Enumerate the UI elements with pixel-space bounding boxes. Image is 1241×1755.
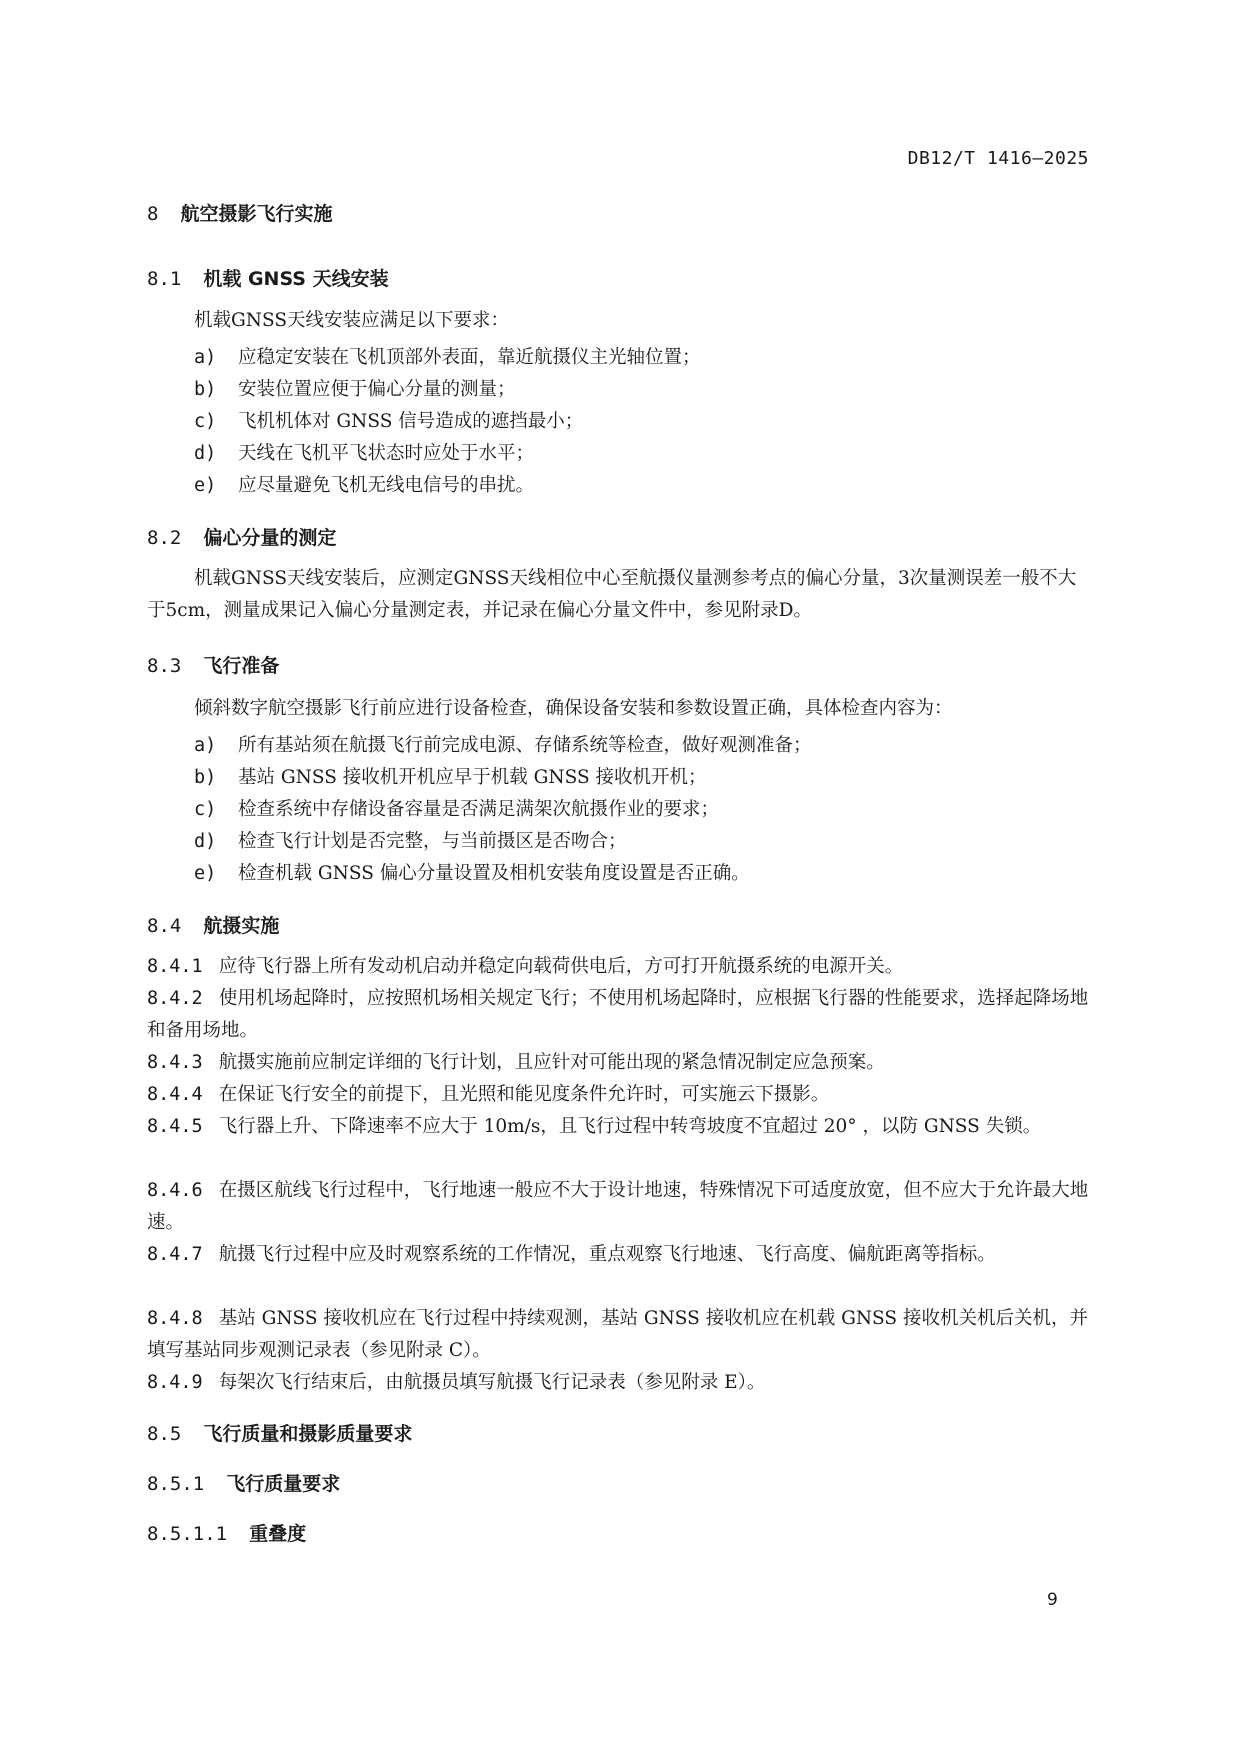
list-item: d) 天线在飞机平飞状态时应处于水平； [194, 443, 535, 464]
clause-text: 基站 GNSS 接收机应在飞行过程中持续观测，基站 GNSS 接收机应在机载 GNSS 接收机关机后关机，并填写基站同步观测记录表（参见附录 C）。 [147, 1308, 1088, 1361]
clause [147, 1047, 1093, 1079]
clause-number: 8.4.7 [147, 1244, 203, 1265]
clause [147, 1303, 1093, 1367]
list-item: a) 所有基站须在航摄飞行前完成电源、存储系统等检查，做好观测准备； [194, 735, 812, 756]
section-8-3-intro: 倾斜数字航空摄影飞行前应进行设备检查，确保设备安装和参数设置正确，具体检查内容为： [194, 698, 953, 719]
clause-text: 航摄实施前应制定详细的飞行计划，且应针对可能出现的紧急情况制定应急预案。 [218, 1052, 885, 1073]
section-8-heading [147, 199, 332, 226]
clause-number: 8.4.5 [147, 1116, 203, 1137]
section-number: 8 [147, 203, 159, 225]
section-8-4-heading [147, 911, 279, 938]
clause [147, 1111, 1093, 1143]
clause [147, 1367, 1093, 1399]
section-title: 飞行准备 [203, 655, 280, 677]
section-title: 飞行质量和摄影质量要求 [203, 1423, 413, 1445]
clause [147, 1239, 1093, 1271]
clause-text: 在保证飞行安全的前提下，且光照和能见度条件允许时，可实施云下摄影。 [218, 1084, 830, 1105]
clause-number: 8.4.9 [147, 1372, 203, 1393]
clause-text: 使用机场起降时，应按照机场相关规定飞行；不使用机场起降时，应根据飞行器的性能要求，选择起降场地和备用场地。 [147, 988, 1089, 1041]
clause-text: 在摄区航线飞行过程中，飞行地速一般应不大于设计地速，特殊情况下可适度放宽，但不应大于允许最大地速。 [147, 1180, 1089, 1233]
list-item: c) 飞机机体对 GNSS 信号造成的遮挡最小； [194, 411, 584, 432]
section-title: 重叠度 [249, 1523, 307, 1545]
section-number: 8.5 [147, 1423, 182, 1445]
list-item: a) 应稳定安装在飞机顶部外表面，靠近航摄仪主光轴位置； [194, 347, 701, 368]
section-8-2-body: 机载GNSS天线安装后，应测定GNSS天线相位中心至航摄仪量测参考点的偏心分量，3次量测误差一般不大于5cm，测量成果记入偏心分量测定表，并记录在偏心分量文件中，参见附录D。 [147, 568, 1077, 621]
clause [147, 951, 1093, 983]
section-number: 8.2 [147, 527, 182, 549]
section-title: 航摄实施 [203, 915, 280, 937]
list-item: e) 应尽量避免飞机无线电信号的串扰。 [194, 475, 535, 496]
section-number: 8.4 [147, 915, 182, 937]
list-item: b) 安装位置应便于偏心分量的测量； [194, 379, 516, 400]
section-title: 飞行质量要求 [226, 1473, 341, 1495]
document-code: DB12/T 1416—2025 [907, 148, 1089, 169]
section-title: 航空摄影飞行实施 [180, 203, 333, 225]
section-8-5-1-1-heading [147, 1519, 306, 1546]
clause-text: 每架次飞行结束后，由航摄员填写航摄飞行记录表（参见附录 E）。 [218, 1372, 766, 1393]
section-number: 8.5.1 [147, 1473, 205, 1495]
list-item: d) 检查飞行计划是否完整，与当前摄区是否吻合； [194, 831, 627, 852]
clause-number: 8.4.8 [147, 1308, 203, 1329]
list-item: b) 基站 GNSS 接收机开机应早于机载 GNSS 接收机开机； [194, 767, 707, 788]
list-item: e) 检查机载 GNSS 偏心分量设置及相机安装角度设置是否正确。 [194, 863, 750, 884]
section-8-5-heading [147, 1419, 412, 1446]
section-8-5-1-heading [147, 1469, 340, 1496]
section-8-1-intro: 机载GNSS天线安装应满足以下要求： [194, 310, 509, 331]
clause [147, 1175, 1093, 1239]
clause-text: 飞行器上升、下降速率不应大于 10m/s，且飞行过程中转弯坡度不宜超过 20° ，以防 GNSS 失锁。 [218, 1116, 1042, 1137]
clause [147, 1079, 1093, 1111]
page-number: 9 [1047, 1590, 1058, 1610]
clause-number: 8.4.1 [147, 956, 203, 977]
clause-number: 8.4.3 [147, 1052, 203, 1073]
list-item: c) 检查系统中存储设备容量是否满足满架次航摄作业的要求； [194, 799, 720, 820]
clause-number: 8.4.6 [147, 1180, 203, 1201]
section-title: 机载 GNSS 天线安装 [203, 268, 389, 290]
section-title: 偏心分量的测定 [203, 527, 337, 549]
clause [147, 983, 1093, 1047]
clause-number: 8.4.2 [147, 988, 203, 1009]
section-number: 8.1 [147, 268, 182, 290]
section-number: 8.3 [147, 655, 182, 677]
section-8-3-heading [147, 651, 279, 678]
section-8-1-heading [147, 264, 389, 291]
clause-text: 应待飞行器上所有发动机启动并稳定向载荷供电后，方可打开航摄系统的电源开关。 [218, 956, 904, 977]
clause-number: 8.4.4 [147, 1084, 203, 1105]
clause-text: 航摄飞行过程中应及时观察系统的工作情况，重点观察飞行地速、飞行高度、偏航距离等指标。 [218, 1244, 996, 1265]
section-number: 8.5.1.1 [147, 1523, 228, 1545]
section-8-2-heading [147, 523, 336, 550]
